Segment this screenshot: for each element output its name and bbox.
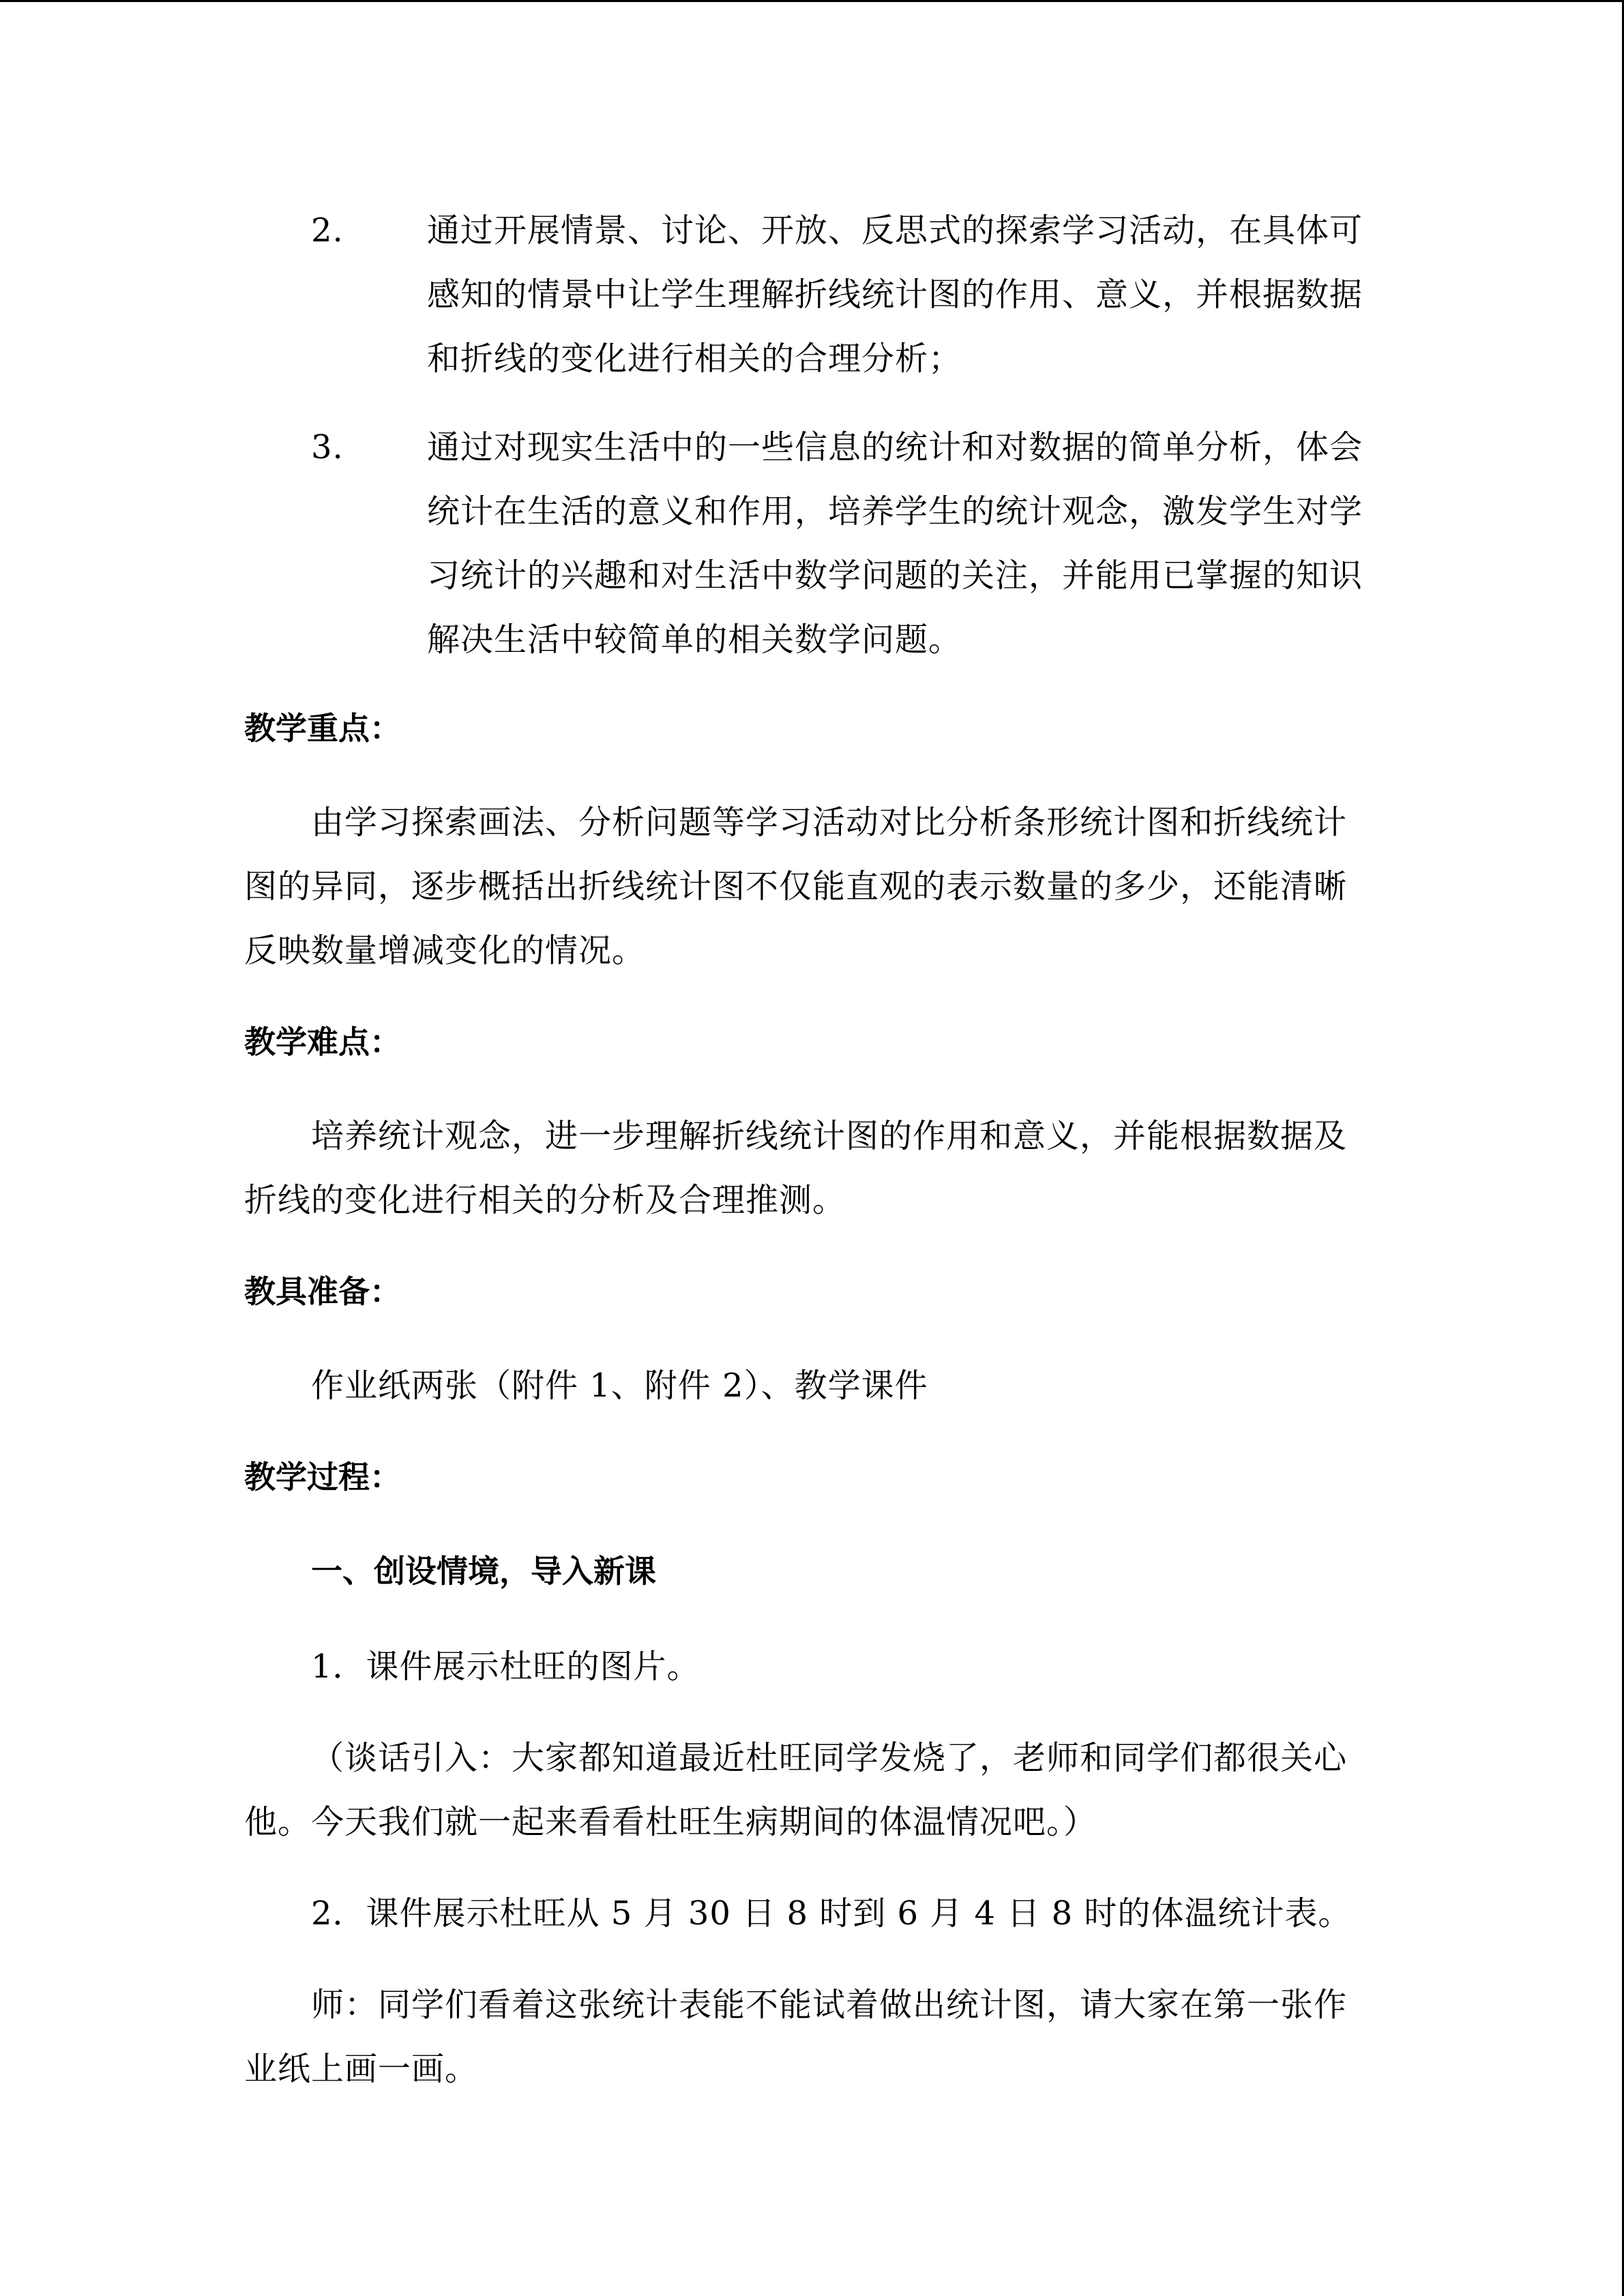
objective-text: 通过开展情景、讨论、开放、反思式的探索学习活动，在具体可感知的情景中让学生理解折线统计图的作用、意义，并根据数据和折线的变化进行相关的合理分析； — [427, 211, 1363, 378]
difficulties-text: 培养统计观念，进一步理解折线统计图的作用和意义，并能根据数据及折线的变化进行相关的分析及合理推测。 — [244, 1117, 1348, 1219]
objective-item-2 — [244, 198, 1376, 391]
key-points-text: 由学习探索画法、分析问题等学习活动对比分析条形统计图和折线统计图的异同，逐步概括出折线统计图不仅能直观的表示数量的多少，还能清晰反映数量增减变化的情况。 — [244, 803, 1348, 970]
key-points-heading: 教学重点： — [244, 710, 401, 747]
process-heading: 教学过程： — [244, 1459, 401, 1495]
materials-text: 作业纸两张（附件 1、附件 2）、教学课件 — [311, 1367, 928, 1405]
objective-item-3 — [244, 415, 1376, 672]
objective-text: 通过对现实生活中的一些信息的统计和对数据的简单分析，体会统计在生活的意义和作用，培养学生的统计观念，激发学生对学习统计的兴趣和对生活中数学问题的关注，并能用已掌握的知识解决生活中较简单的相关数学问题。 — [427, 428, 1363, 659]
objective-number: 2. — [311, 211, 344, 250]
section-title: 一、创设情境，导入新课 — [311, 1553, 656, 1590]
materials-heading: 教具准备： — [244, 1273, 401, 1310]
page-content — [244, 198, 1376, 2128]
step-1-text: 1．课件展示杜旺的图片。 — [311, 1648, 700, 1686]
difficulties-heading: 教学难点： — [244, 1024, 401, 1060]
step-2-text: 2．课件展示杜旺从 5 月 30 日 8 时到 6 月 4 日 8 时的体温统计表。 — [311, 1894, 1352, 1933]
objective-number: 3. — [311, 428, 344, 466]
teacher-text: 师：同学们看着这张统计表能不能试着做出统计图，请大家在第一张作业纸上画一画。 — [244, 1986, 1348, 2088]
dialogue-text: （谈话引入：大家都知道最近杜旺同学发烧了，老师和同学们都很关心他。今天我们就一起来看看杜旺生病期间的体温情况吧。） — [244, 1739, 1348, 1841]
